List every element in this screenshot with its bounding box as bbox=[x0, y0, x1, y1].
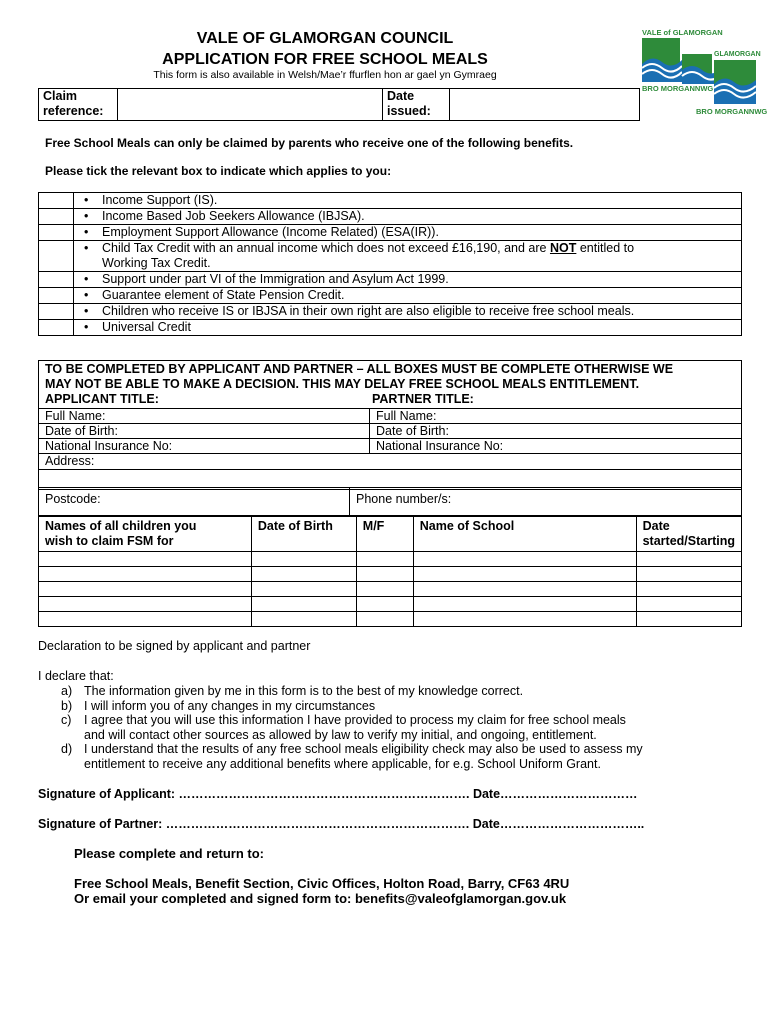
tick-box-income-support[interactable] bbox=[39, 193, 74, 209]
benefit-ibjsa: • Income Based Job Seekers Allowance (IBJSA). bbox=[84, 209, 365, 223]
reference-table bbox=[38, 88, 640, 121]
partner-ni-field[interactable]: National Insurance No: bbox=[370, 439, 742, 454]
tick-box-universal-credit[interactable] bbox=[39, 320, 74, 336]
svg-text:VALE of GLAMORGAN: VALE of GLAMORGAN bbox=[642, 28, 723, 37]
child-gender-cell[interactable] bbox=[356, 612, 413, 627]
phone-number-field[interactable]: Phone number/s: bbox=[350, 488, 742, 516]
declaration-item-a: a) The information given by me in this form is to the best of my knowledge correct. bbox=[61, 684, 524, 698]
tick-box-children-own-right[interactable] bbox=[39, 304, 74, 320]
declaration-list bbox=[38, 684, 742, 772]
bullet-icon: • bbox=[84, 272, 89, 286]
tick-box-ibjsa[interactable] bbox=[39, 209, 74, 225]
tick-box-child-tax-credit[interactable] bbox=[39, 241, 74, 272]
child-school-cell[interactable] bbox=[413, 552, 636, 567]
child-dob-cell[interactable] bbox=[251, 582, 356, 597]
postcode-field[interactable]: Postcode: bbox=[39, 488, 350, 516]
return-address: Free School Meals, Benefit Section, Civic Offices, Holton Road, Barry, CF63 4RU bbox=[74, 876, 570, 891]
child-gender-cell[interactable] bbox=[356, 552, 413, 567]
col-header-date-started: Date started/Starting bbox=[636, 517, 741, 552]
child-start-date-cell[interactable] bbox=[636, 582, 741, 597]
child-school-cell[interactable] bbox=[413, 612, 636, 627]
child-school-cell[interactable] bbox=[413, 582, 636, 597]
partner-dob-field[interactable]: Date of Birth: bbox=[370, 424, 742, 439]
applicant-partner-table bbox=[38, 360, 742, 490]
partner-signature-line[interactable]: Signature of Partner: ………………………………………………………………. Date…………………………….. bbox=[38, 817, 645, 831]
bullet-icon: • bbox=[84, 193, 89, 207]
declaration-item-b: b) I will inform you of any changes in my circumstances bbox=[61, 698, 376, 713]
child-name-cell[interactable] bbox=[39, 597, 252, 612]
council-logo-graphic bbox=[640, 24, 768, 118]
table-row bbox=[39, 582, 742, 597]
declaration-heading: Declaration to be signed by applicant and partner bbox=[38, 639, 311, 653]
welsh-availability-note: This form is also available in Welsh/Mae’r ffurflen hon ar gael yn Gymraeg bbox=[153, 69, 497, 81]
applicant-title-label: APPLICANT TITLE: bbox=[45, 392, 159, 406]
applicant-signature-line[interactable]: Signature of Applicant: ……………………………………………………………. Date…………………………… bbox=[38, 787, 638, 801]
bullet-icon: • bbox=[84, 320, 89, 334]
table-row bbox=[39, 612, 742, 627]
claim-reference-field[interactable] bbox=[118, 89, 383, 121]
col-header-gender: M/F bbox=[356, 517, 413, 552]
bullet-icon: • bbox=[84, 288, 89, 302]
bullet-icon: • bbox=[84, 241, 89, 255]
postcode-phone-table bbox=[38, 487, 742, 516]
child-dob-cell[interactable] bbox=[251, 612, 356, 627]
child-name-cell[interactable] bbox=[39, 582, 252, 597]
child-dob-cell[interactable] bbox=[251, 567, 356, 582]
i-declare-label: I declare that: bbox=[38, 669, 114, 683]
child-name-cell[interactable] bbox=[39, 552, 252, 567]
council-logo bbox=[640, 24, 768, 118]
svg-text:GLAMORGAN: GLAMORGAN bbox=[714, 51, 761, 58]
child-name-cell[interactable] bbox=[39, 567, 252, 582]
benefits-table bbox=[38, 192, 742, 336]
tick-box-esa[interactable] bbox=[39, 225, 74, 241]
council-title: VALE OF GLAMORGAN COUNCIL bbox=[196, 30, 454, 47]
benefits-statement: Free School Meals can only be claimed by parents who receive one of the following benefits. bbox=[45, 136, 574, 150]
tick-box-pension-credit[interactable] bbox=[39, 288, 74, 304]
tick-box-asylum-support[interactable] bbox=[39, 272, 74, 288]
child-school-cell[interactable] bbox=[413, 567, 636, 582]
col-header-child-names: Names of all children you wish to claim FSM for bbox=[39, 517, 252, 552]
col-header-school: Name of School bbox=[413, 517, 636, 552]
partner-full-name-field[interactable]: Full Name: bbox=[370, 409, 742, 424]
completion-warning: TO BE COMPLETED BY APPLICANT AND PARTNER – ALL BOXES MUST BE COMPLETE OTHERWISE WE MAY NOT BE ABLE TO MAKE A DECISION. THIS MAY DELAY FREE SCHOOL MEALS ENTITLEMENT. APPLICANT TITLE: PARTNER TITLE: bbox=[39, 361, 742, 409]
child-gender-cell[interactable] bbox=[356, 567, 413, 582]
svg-text:BRO MORGANNWG: BRO MORGANNWG bbox=[696, 107, 768, 116]
bullet-icon: • bbox=[84, 304, 89, 318]
declaration-item-c: c) I agree that you will use this information I have provided to process my claim for free school meals and will contact other sources as allowed by law to verify my initial, and ongoing, entitlement. bbox=[61, 713, 626, 742]
benefit-pension-credit: • Guarantee element of State Pension Credit. bbox=[84, 288, 345, 302]
applicant-ni-field[interactable]: National Insurance No: bbox=[39, 439, 370, 454]
col-header-dob: Date of Birth bbox=[251, 517, 356, 552]
benefit-asylum-support: • Support under part VI of the Immigration and Asylum Act 1999. bbox=[84, 272, 449, 286]
benefit-universal-credit: • Universal Credit bbox=[84, 320, 191, 334]
bullet-icon: • bbox=[84, 209, 89, 223]
tick-instruction: Please tick the relevant box to indicate which applies to you: bbox=[45, 164, 392, 178]
partner-title-label: PARTNER TITLE: bbox=[372, 392, 474, 406]
date-issued-field[interactable] bbox=[450, 89, 640, 121]
address-field[interactable]: Address: bbox=[39, 454, 742, 470]
child-start-date-cell[interactable] bbox=[636, 612, 741, 627]
form-title: APPLICATION FOR FREE SCHOOL MEALS bbox=[162, 51, 488, 68]
applicant-full-name-field[interactable]: Full Name: bbox=[39, 409, 370, 424]
table-row bbox=[39, 552, 742, 567]
table-row bbox=[39, 597, 742, 612]
benefit-children-own-right: • Children who receive IS or IBJSA in their own right are also eligible to receive free school meals. bbox=[84, 304, 635, 318]
return-heading: Please complete and return to: bbox=[74, 846, 264, 861]
return-email: Or email your completed and signed form to: benefits@valeofglamorgan.gov.uk bbox=[74, 891, 567, 906]
child-gender-cell[interactable] bbox=[356, 597, 413, 612]
bullet-icon: • bbox=[84, 225, 89, 239]
benefit-child-tax-credit: • Child Tax Credit with an annual income which does not exceed £16,190, and are NOT entitled to Working Tax Credit. bbox=[84, 241, 635, 270]
applicant-dob-field[interactable]: Date of Birth: bbox=[39, 424, 370, 439]
child-dob-cell[interactable] bbox=[251, 597, 356, 612]
child-start-date-cell[interactable] bbox=[636, 552, 741, 567]
child-dob-cell[interactable] bbox=[251, 552, 356, 567]
table-row bbox=[39, 567, 742, 582]
child-school-cell[interactable] bbox=[413, 597, 636, 612]
declaration-item-d: d) I understand that the results of any free school meals eligibility check may also be used to assess my entitlement to receive any additional benefits where applicable, for e.g. School Uniform Grant. bbox=[61, 742, 643, 771]
claim-reference-label: Claim reference: bbox=[39, 89, 118, 121]
child-start-date-cell[interactable] bbox=[636, 567, 741, 582]
date-issued-label: Date issued: bbox=[383, 89, 450, 121]
svg-text:BRO MORGANNWG: BRO MORGANNWG bbox=[642, 84, 714, 93]
child-start-date-cell[interactable] bbox=[636, 597, 741, 612]
benefit-esa: • Employment Support Allowance (Income Related) (ESA(IR)). bbox=[84, 225, 439, 239]
benefit-income-support: • Income Support (IS). bbox=[84, 193, 218, 207]
children-table bbox=[38, 516, 742, 627]
child-name-cell[interactable] bbox=[39, 612, 252, 627]
child-gender-cell[interactable] bbox=[356, 582, 413, 597]
